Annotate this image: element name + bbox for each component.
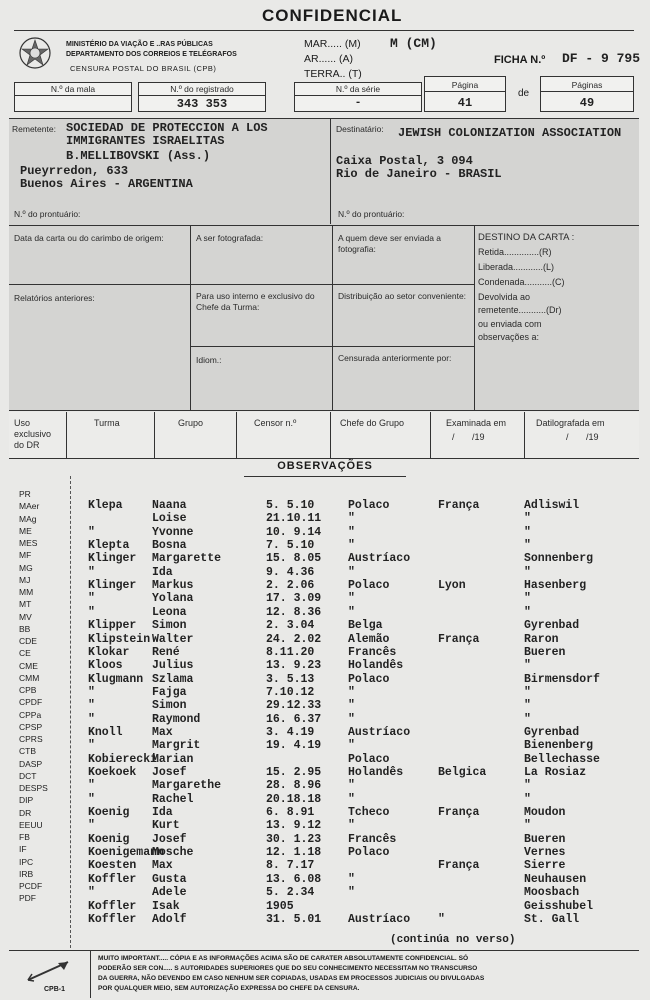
entry-destination: Adliswil <box>524 499 580 512</box>
entry-surname: Klipper <box>88 619 137 633</box>
grupo-label: Grupo <box>178 418 204 428</box>
ficha-value: DF - 9 795 <box>562 51 641 66</box>
destino-observacoes: observações a: <box>478 332 540 342</box>
entry-given-name: Fajga <box>152 685 187 699</box>
entry-destination: " <box>524 512 531 526</box>
entry-surname: Koenig <box>88 806 130 820</box>
remetente-line5: Buenos Aires - ARGENTINA <box>20 177 193 191</box>
uso-interno-label: Para uso interno e exclusivo do Chefe da Turma: <box>196 291 315 312</box>
entry-given-name: Szlama <box>152 672 194 686</box>
entry-surname: " <box>88 712 95 726</box>
entry-surname: " <box>88 525 95 539</box>
entry-destination: La Rosiaz <box>524 766 587 779</box>
entry-nationality: Polaco <box>348 846 390 860</box>
entry-origin: França <box>438 632 480 646</box>
transport-mar-value: M (CM) <box>390 36 437 51</box>
serie-box <box>294 82 422 112</box>
entry-nationality: Polaco <box>348 499 390 512</box>
entry-given-name: Isak <box>152 899 180 913</box>
entry-surname: Kloos <box>88 659 123 673</box>
relatorios-label: Relatórios anteriores: <box>14 293 95 303</box>
entry-origin: Belgica <box>438 766 487 779</box>
entry-nationality: Austríaco <box>348 912 411 926</box>
ficha-label: FICHA N.º <box>494 54 546 66</box>
address-divider <box>330 118 331 224</box>
usage-vline-3 <box>236 412 237 458</box>
pagina-value: 41 <box>457 96 473 110</box>
examinada-date: / /19 <box>452 432 485 442</box>
warning-line2: PODERÃO SER CON..... S AUTORIDADES SUPERIORES QUE DO SEU CONHECIMENTO NECESSITAM NO TRANSCURSO <box>98 965 478 972</box>
entry-surname: Klinger <box>88 579 137 593</box>
remetente-line2: IMMIGRANTES ISRAELITAS <box>66 134 225 148</box>
entry-surname: " <box>88 565 95 579</box>
entry-surname: Klokar <box>88 645 130 659</box>
entry-given-name: Max <box>152 859 173 873</box>
entry-surname: Koenigemann <box>88 846 164 860</box>
entry-origin: França <box>438 499 480 512</box>
entry-surname: Klepa <box>88 499 123 512</box>
de-label: de <box>518 88 530 99</box>
entry-destination: Raron <box>524 632 559 646</box>
entry-given-name: Loise <box>152 512 187 526</box>
ministry-line1: MINISTÉRIO DA VIAÇÃO E ..RAS PÚBLICAS <box>66 41 213 48</box>
entry-given-name: Simon <box>152 619 187 633</box>
usage-vline-4 <box>330 412 331 458</box>
entry-nationality: Belga <box>348 619 383 633</box>
entry-given-name: Margrit <box>152 739 201 753</box>
destino-remetente: remetente...........(Dr) <box>478 305 562 315</box>
destino-retida: Retida..............(R) <box>478 247 552 257</box>
entry-given-name: Josef <box>152 832 187 846</box>
entry-destination: Birmensdorf <box>524 672 600 686</box>
entry-destination: " <box>524 605 531 619</box>
entry-nationality: " <box>348 872 355 886</box>
entry-surname: " <box>88 779 95 793</box>
entry-given-name: Ida <box>152 565 173 579</box>
entry-destination: St. Gall <box>524 912 580 926</box>
entry-given-name: Ida <box>152 806 173 820</box>
entry-nationality: Polaco <box>348 672 390 686</box>
remetente-label: Remetente: <box>12 124 56 134</box>
usage-vline-6 <box>524 412 525 458</box>
department-code: CPDF <box>19 697 43 708</box>
entry-birth-date: 21.10.11 <box>266 512 322 526</box>
entry-birth-date: 5. 5.10 <box>266 499 315 512</box>
entry-nationality: " <box>348 739 355 753</box>
department-code: CPPa <box>19 709 42 720</box>
entry-destination: Sierre <box>524 859 566 873</box>
entry-nationality: Tcheco <box>348 806 390 820</box>
entry-birth-date: 31. 5.01 <box>266 912 322 926</box>
destinatario-prontuario: N.º do prontuário: <box>338 209 405 219</box>
entry-nationality: " <box>348 819 355 833</box>
entry-birth-date: 12. 1.18 <box>266 846 322 860</box>
fields-hline-2 <box>190 346 475 347</box>
department-code: MF <box>19 550 32 561</box>
fields-vline-1 <box>190 226 191 410</box>
department-code: PDF <box>19 893 36 904</box>
entry-nationality: Holandês <box>348 659 404 673</box>
warning-line3: DA GUERRA, NÃO DEVENDO EM CASO NENHUM SER COPIADAS, USADAS EM PROCESSOS JUDICIAIS OU DIVULGADAS <box>98 975 485 982</box>
destino-ou-enviada: ou enviada com <box>478 319 542 329</box>
entry-destination: " <box>524 685 531 699</box>
entry-birth-date: 3. 4.19 <box>266 725 315 739</box>
fields-vline-2 <box>332 226 333 410</box>
footer-rule <box>9 950 639 951</box>
quem-fotografia-label: A quem deve ser enviada a fotografia: <box>338 233 442 254</box>
destinatario-line1: JEWISH COLONIZATION ASSOCIATION <box>398 126 622 140</box>
paginas-value: 49 <box>579 96 595 110</box>
department-code: CTB <box>19 746 36 757</box>
entry-surname: " <box>88 819 95 833</box>
remetente-line3: B.MELLIBOVSKI (Ass.) <box>66 149 211 163</box>
department-code: MM <box>19 587 34 597</box>
serie-label: N.º da série <box>295 84 421 96</box>
entry-surname: Klugmann <box>88 672 144 686</box>
entry-birth-date: 7.10.12 <box>266 685 315 699</box>
entry-destination: Moosbach <box>524 886 580 900</box>
entry-given-name: René <box>152 645 180 659</box>
datilografada-date: / /19 <box>566 432 599 442</box>
entry-destination: Gyrenbad <box>524 725 580 739</box>
entry-surname: " <box>88 685 95 699</box>
paginas-label: Páginas <box>541 80 633 92</box>
destino-devolvida: Devolvida ao <box>478 292 531 302</box>
remetente-line1: SOCIEDAD DE PROTECCION A LOS <box>66 121 268 135</box>
entry-given-name: Josef <box>152 766 187 779</box>
department-code: PCDF <box>19 881 43 891</box>
entry-given-name: Mosche <box>152 846 194 860</box>
ministry-line3: CENSURA POSTAL DO BRASIL (CPB) <box>70 64 217 73</box>
entry-nationality: " <box>348 779 355 793</box>
continua-note: (continúa no verso) <box>390 934 516 946</box>
usage-vline-1 <box>66 412 67 458</box>
entry-birth-date: 13. 6.08 <box>266 872 322 886</box>
entry-destination: " <box>524 565 531 579</box>
entry-birth-date: 8. 7.17 <box>266 859 315 873</box>
entry-nationality: " <box>348 539 355 553</box>
entry-surname: " <box>88 699 95 713</box>
entry-nationality: Polaco <box>348 752 390 766</box>
remetente-line4: Pueyrredon, 633 <box>20 164 129 178</box>
entry-birth-date: 12. 8.36 <box>266 605 322 619</box>
entry-birth-date: 6. 8.91 <box>266 806 315 820</box>
entry-origin: França <box>438 859 480 873</box>
entry-birth-date: 10. 9.14 <box>266 525 322 539</box>
destinatario-line3: Rio de Janeiro - BRASIL <box>336 167 502 181</box>
entry-nationality: " <box>348 886 355 900</box>
department-code: IF <box>19 844 27 855</box>
department-code: IPC <box>19 856 34 867</box>
pagina-label: Página <box>425 80 505 92</box>
entry-origin: França <box>438 806 480 820</box>
fields-hline-1 <box>9 284 475 285</box>
distribuicao-label: Distribuição ao setor conveniente: <box>338 291 467 301</box>
entry-nationality: " <box>348 792 355 806</box>
department-code: EEUU <box>19 819 43 830</box>
entry-surname: Koffler <box>88 872 137 886</box>
datilografada-label: Datilografada em <box>536 418 605 428</box>
entry-given-name: Marian <box>152 752 194 766</box>
department-code: DIP <box>19 795 34 806</box>
entry-given-name: Margarette <box>152 552 222 566</box>
censor-label: Censor n.º <box>254 418 297 428</box>
department-code: DCT <box>19 770 37 781</box>
entry-nationality: Francês <box>348 832 397 846</box>
entry-surname: Kobierecki <box>88 752 158 766</box>
entry-given-name: Walter <box>152 632 194 646</box>
destinatario-label: Destinatário: <box>336 124 384 134</box>
entry-birth-date: 30. 1.23 <box>266 832 322 846</box>
entry-destination: Vernes <box>524 846 566 860</box>
entry-surname: " <box>88 792 95 806</box>
entry-birth-date: 13. 9.23 <box>266 659 322 673</box>
entry-birth-date: 13. 9.12 <box>266 819 322 833</box>
registrado-box <box>138 82 266 112</box>
entry-given-name: Bosna <box>152 539 187 553</box>
arrow-icon <box>24 958 74 984</box>
entry-surname: Koenig <box>88 832 130 846</box>
entry-destination: Sonnenberg <box>524 552 594 566</box>
entry-given-name: Markus <box>152 579 194 593</box>
form-code: CPB-1 <box>44 986 66 993</box>
entry-birth-date: 8.11.20 <box>266 645 315 659</box>
department-code: CE <box>19 648 31 659</box>
entry-surname: " <box>88 886 95 900</box>
entry-destination: " <box>524 792 531 806</box>
entry-given-name: Rachel <box>152 792 194 806</box>
idioma-label: Idiom.: <box>196 355 222 365</box>
entry-given-name: Adele <box>152 886 187 900</box>
entry-nationality: Francês <box>348 645 397 659</box>
entry-nationality: " <box>348 565 355 579</box>
entry-destination: " <box>524 779 531 793</box>
warning-line1: MUITO IMPORTANT..... CÓPIA E AS INFORMAÇÕES ACIMA SÃO DE CARATER ABSOLUTAMENTE CONFIDENCIAL. SÓ <box>98 955 469 962</box>
entry-destination: Neuhausen <box>524 872 587 886</box>
remetente-prontuario: N.º do prontuário: <box>14 209 81 219</box>
observacoes-title: OBSERVAÇÕES <box>277 460 373 472</box>
entry-nationality: Holandês <box>348 766 404 779</box>
entry-given-name: Julius <box>152 659 194 673</box>
entry-destination: Moudon <box>524 806 566 820</box>
department-code: MJ <box>19 574 31 585</box>
entry-surname: Knoll <box>88 725 123 739</box>
entry-nationality: " <box>348 525 355 539</box>
uso-exclusivo-label: Uso exclusivo do DR <box>14 418 52 450</box>
entry-birth-date: 2. 2.06 <box>266 579 315 593</box>
department-code: CPSP <box>19 721 43 732</box>
examinada-label: Examinada em <box>446 418 507 428</box>
entry-nationality: Austríaco <box>348 725 411 739</box>
entry-birth-date: 7. 5.10 <box>266 539 315 553</box>
entry-birth-date: 28. 8.96 <box>266 779 322 793</box>
entry-destination: " <box>524 525 531 539</box>
entry-destination: Bueren <box>524 832 566 846</box>
department-code: CPB <box>19 685 37 695</box>
entry-nationality: " <box>348 699 355 713</box>
codes-divider <box>70 476 71 948</box>
registrado-value: 343 353 <box>176 97 228 111</box>
entry-birth-date: 5. 2.34 <box>266 886 315 900</box>
entry-birth-date: 24. 2.02 <box>266 632 322 646</box>
chefe-label: Chefe do Grupo <box>340 418 405 428</box>
entry-given-name: Margarethe <box>152 779 222 793</box>
destino-liberada: Liberada............(L) <box>478 262 555 272</box>
fields-vline-3 <box>474 226 475 410</box>
entry-destination: " <box>524 659 531 673</box>
entry-destination: Geisshubel <box>524 899 594 913</box>
entry-given-name: Adolf <box>152 912 187 926</box>
entry-given-name: Kurt <box>152 819 180 833</box>
entry-given-name: Yolana <box>152 592 194 606</box>
entry-given-name: Gusta <box>152 872 187 886</box>
department-code: MG <box>19 562 33 573</box>
entry-nationality: " <box>348 605 355 619</box>
department-code: FB <box>19 832 30 842</box>
header-rule <box>14 30 634 31</box>
entry-nationality: " <box>348 592 355 606</box>
entry-birth-date: 15. 2.95 <box>266 766 322 779</box>
usage-vline-5 <box>430 412 431 458</box>
ministry-line2: DEPARTAMENTO DOS CORREIOS E TELÉGRAFOS <box>66 51 237 58</box>
department-code: MAg <box>19 513 37 524</box>
coat-of-arms-icon <box>18 36 52 70</box>
entry-surname: Koffler <box>88 912 137 926</box>
department-code: MAer <box>19 501 40 512</box>
entry-surname: Koekoek <box>88 766 137 779</box>
department-code: MV <box>19 611 32 622</box>
censurada-label: Censurada anteriormente por: <box>338 353 452 363</box>
usage-vline-2 <box>154 412 155 458</box>
entry-nationality: Austríaco <box>348 552 411 566</box>
department-code: BB <box>19 623 31 634</box>
entry-nationality: " <box>348 685 355 699</box>
form-title: CONFIDENCIAL <box>262 6 403 25</box>
department-code: DASP <box>19 758 43 769</box>
entry-surname: " <box>88 592 95 606</box>
entry-birth-date: 19. 4.19 <box>266 739 322 753</box>
entry-birth-date: 29.12.33 <box>266 699 322 713</box>
entry-given-name: Naana <box>152 499 187 512</box>
entry-birth-date: 17. 3.09 <box>266 592 322 606</box>
entry-surname: " <box>88 605 95 619</box>
entry-destination: " <box>524 592 531 606</box>
pagina-box <box>424 76 506 112</box>
footer-divider <box>90 950 91 998</box>
transport-ar: AR...... (A) <box>304 53 354 65</box>
entry-surname: Koffler <box>88 899 137 913</box>
entry-given-name: Max <box>152 725 173 739</box>
transport-terra: TERRA.. (T) <box>304 68 362 80</box>
entry-given-name: Simon <box>152 699 187 713</box>
department-code: CPRS <box>19 734 43 744</box>
entry-destination: Bienenberg <box>524 739 594 753</box>
turma-label: Turma <box>94 418 120 428</box>
mala-label: N.º da mala <box>15 84 131 96</box>
entry-destination: " <box>524 712 531 726</box>
entry-surname: Klinger <box>88 552 137 566</box>
entry-destination: Hasenberg <box>524 579 587 593</box>
ser-fotografada-label: A ser fotografada: <box>196 233 264 243</box>
entry-birth-date: 16. 6.37 <box>266 712 322 726</box>
destino-condenada: Condenada...........(C) <box>478 277 565 287</box>
entry-nationality: Polaco <box>348 579 390 593</box>
entry-birth-date: 15. 8.05 <box>266 552 322 566</box>
paginas-box <box>540 76 634 112</box>
entry-destination: Gyrenbad <box>524 619 580 633</box>
destinatario-line2: Caixa Postal, 3 094 <box>336 154 473 168</box>
entry-destination: " <box>524 699 531 713</box>
entry-surname: Koesten <box>88 859 137 873</box>
warning-line4: POR QUALQUER MEIO, SEM AUTORIZAÇÃO EXPRESSA DO CHEFE DA CENSURA. <box>98 985 360 992</box>
transport-mar: MAR..... (M) <box>304 38 361 50</box>
department-code: DR <box>19 807 32 818</box>
registrado-label: N.º do registrado <box>139 84 265 96</box>
entry-birth-date: 1905 <box>266 899 294 913</box>
entry-destination: Bueren <box>524 645 566 659</box>
department-code: PR <box>19 489 31 499</box>
department-code: MT <box>19 599 32 610</box>
entry-surname: " <box>88 739 95 753</box>
entry-birth-date: 9. 4.36 <box>266 565 315 579</box>
entry-nationality: " <box>348 512 355 526</box>
entry-surname: Klipstein <box>88 632 151 646</box>
destino-title: DESTINO DA CARTA : <box>478 232 575 243</box>
entry-birth-date: 2. 3.04 <box>266 619 315 633</box>
department-code: DESPS <box>19 783 48 793</box>
department-code: MES <box>19 538 38 548</box>
serie-value: - <box>354 97 362 109</box>
entry-origin: " <box>438 912 445 926</box>
observacoes-underline <box>244 476 406 477</box>
entry-destination: Bellechasse <box>524 752 600 766</box>
entry-birth-date: 3. 5.13 <box>266 672 315 686</box>
entry-birth-date: 20.18.18 <box>266 792 322 806</box>
entry-surname: Klepta <box>88 539 130 553</box>
entry-nationality: Alemão <box>348 632 390 646</box>
department-code: IRB <box>19 868 34 879</box>
data-carta-label: Data da carta ou do carimbo de origem: <box>14 233 164 243</box>
mala-box <box>14 82 132 112</box>
entry-nationality: " <box>348 712 355 726</box>
entry-destination: " <box>524 539 531 553</box>
department-code: CMM <box>19 672 40 683</box>
department-code: ME <box>19 525 32 536</box>
department-code: CME <box>19 660 38 671</box>
entry-given-name: Yvonne <box>152 525 194 539</box>
entry-destination: " <box>524 819 531 833</box>
department-code: CDE <box>19 636 37 646</box>
entry-origin: Lyon <box>438 579 466 593</box>
entry-given-name: Raymond <box>152 712 201 726</box>
entry-given-name: Leona <box>152 605 187 619</box>
